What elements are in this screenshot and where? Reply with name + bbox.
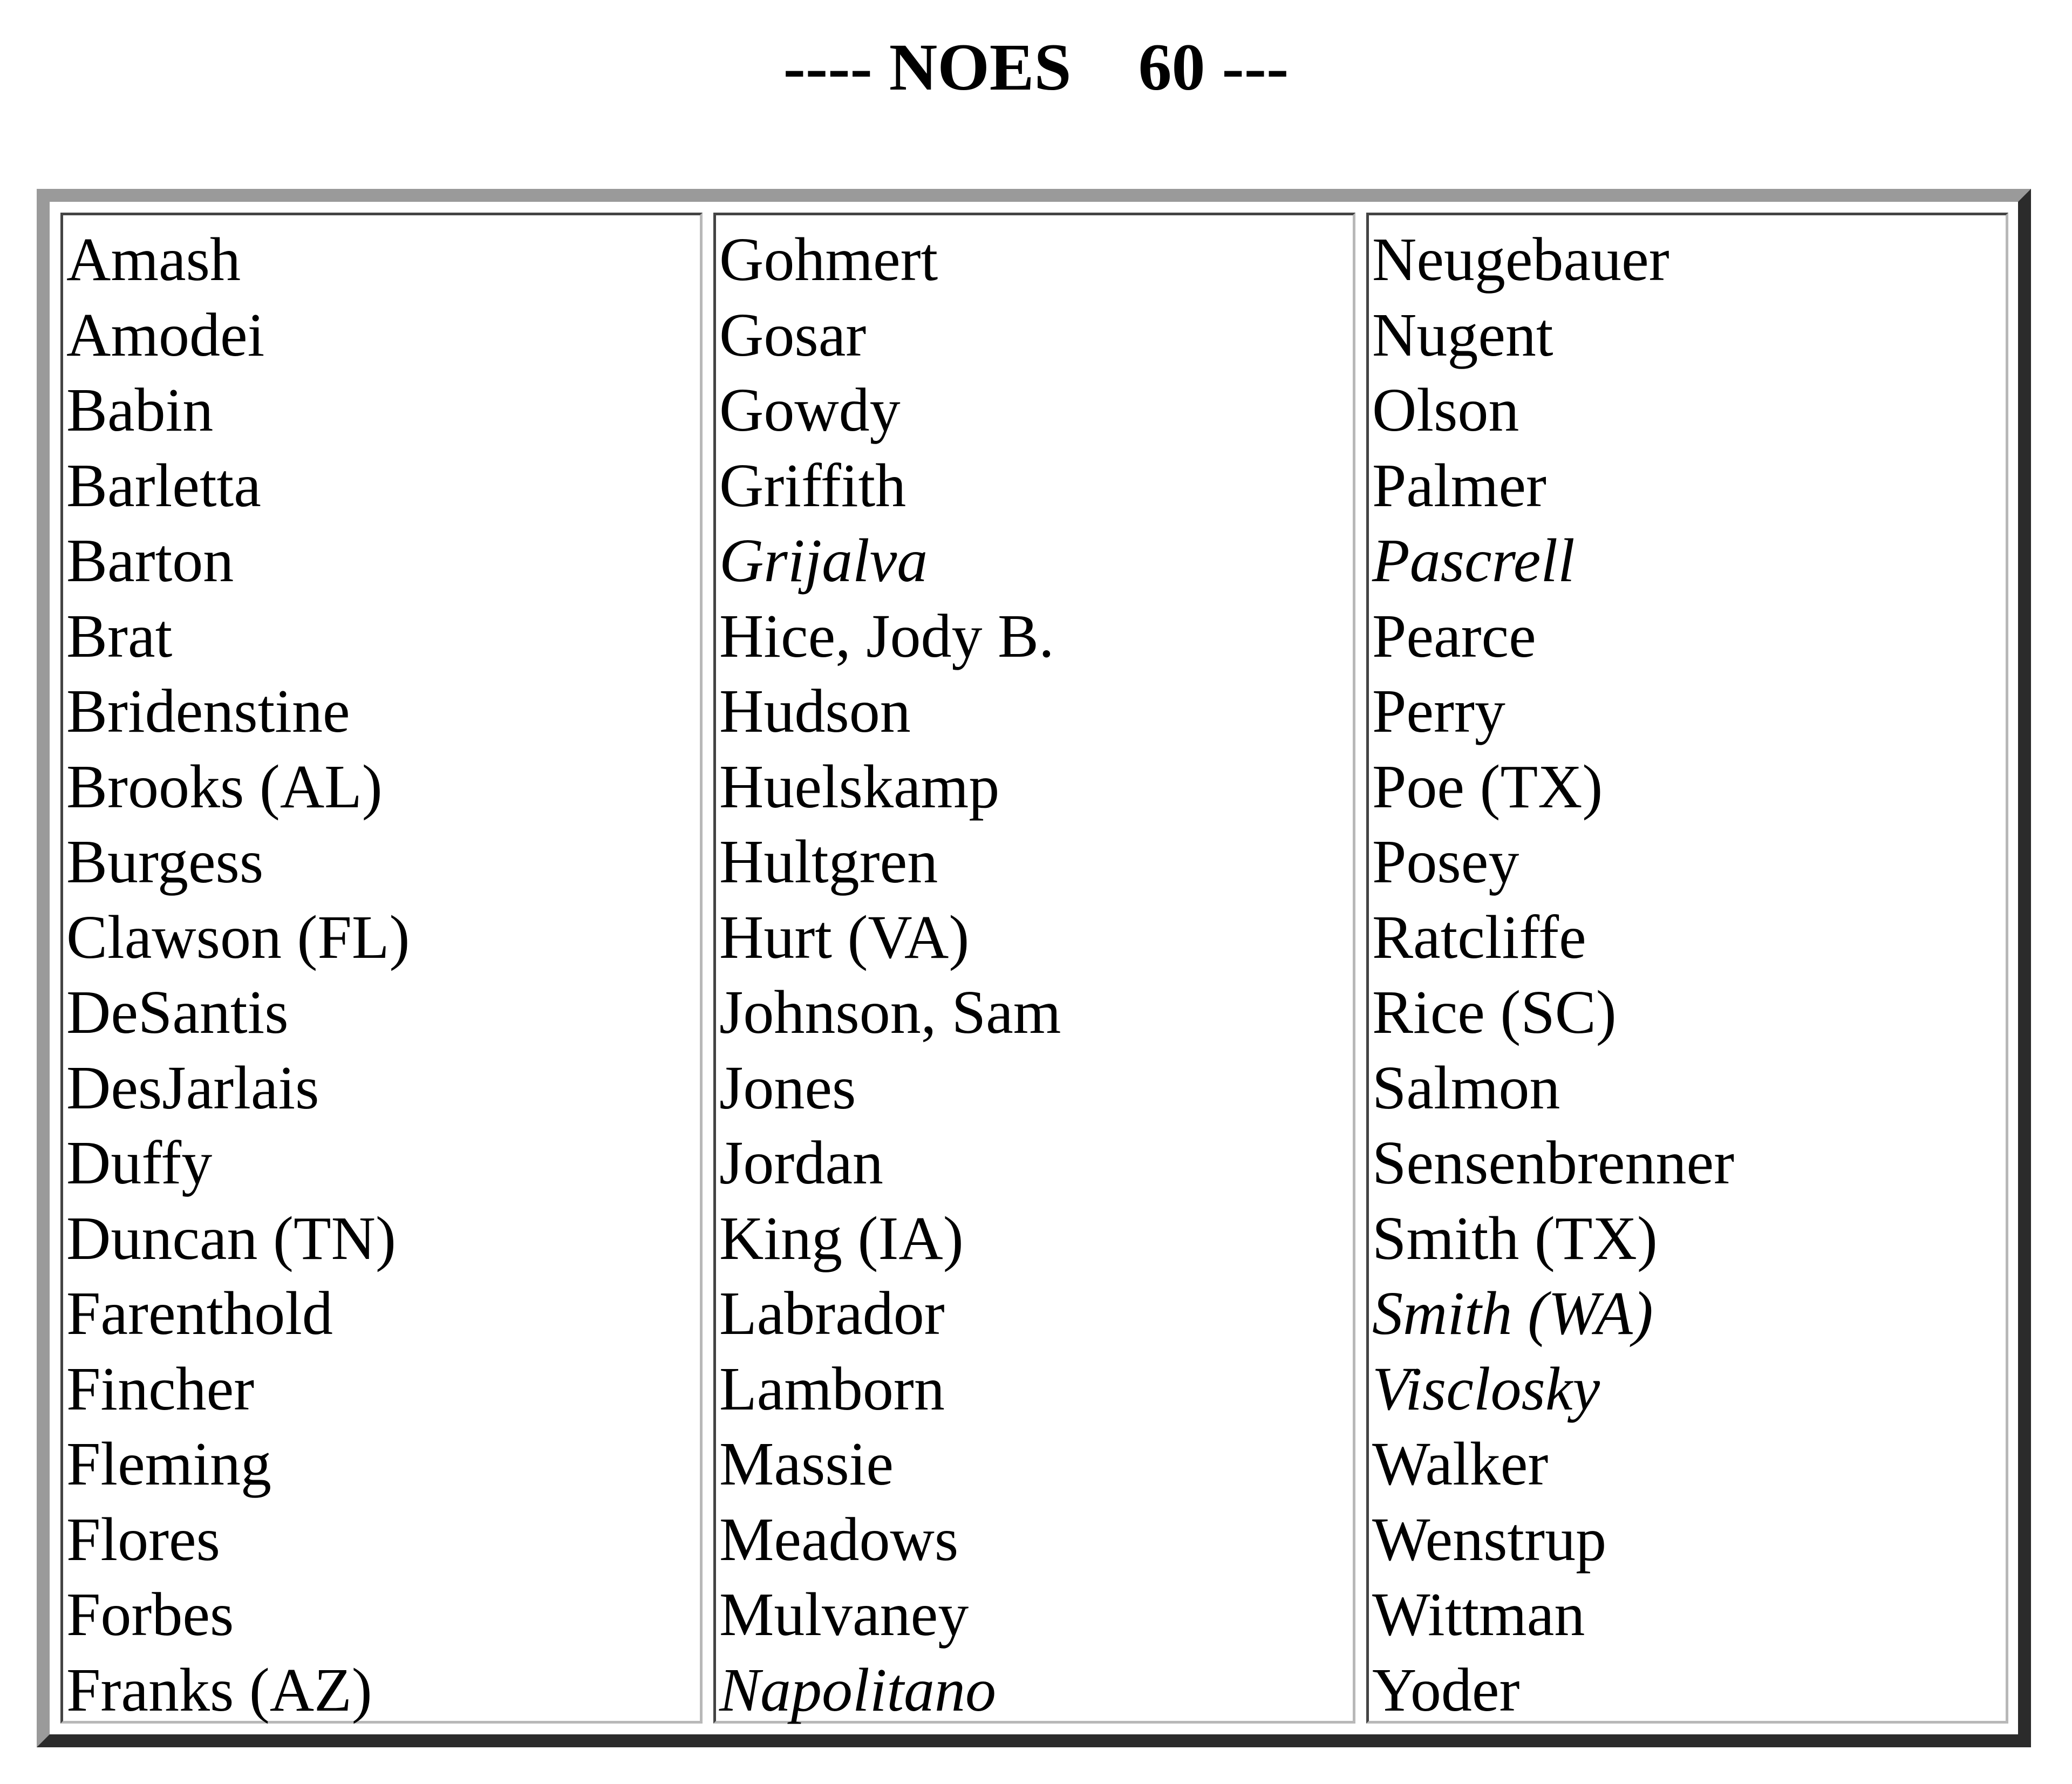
member-name: Gohmert bbox=[719, 225, 938, 294]
member-name: Hurt (VA) bbox=[719, 902, 970, 971]
member-name: Smith (WA) bbox=[1372, 1279, 1653, 1347]
member-name: Johnson, Sam bbox=[719, 978, 1061, 1046]
member-name: Barton bbox=[66, 526, 234, 595]
member-name: Brooks (AL) bbox=[66, 752, 383, 821]
member-name: Amash bbox=[66, 225, 241, 294]
member-name: Bridenstine bbox=[66, 677, 350, 745]
member-name: Smith (TX) bbox=[1372, 1203, 1658, 1272]
member-name: Sensenbrenner bbox=[1372, 1128, 1735, 1197]
member-name: Fincher bbox=[66, 1354, 255, 1423]
member-name: Barletta bbox=[66, 451, 261, 520]
member-name: Amodei bbox=[66, 300, 265, 369]
member-name: Poe (TX) bbox=[1372, 752, 1603, 821]
member-name: Clawson (FL) bbox=[66, 902, 410, 971]
member-name: DesJarlais bbox=[66, 1053, 319, 1122]
member-name: Salmon bbox=[1372, 1053, 1560, 1122]
member-name: Rice (SC) bbox=[1372, 978, 1617, 1046]
member-name: Visclosky bbox=[1372, 1354, 1600, 1423]
noes-table bbox=[37, 189, 2031, 1747]
member-name: Posey bbox=[1372, 827, 1519, 896]
member-name: Wenstrup bbox=[1372, 1504, 1607, 1574]
member-name: Lamborn bbox=[719, 1354, 945, 1423]
vote-heading: ---- NOES 60 --- bbox=[783, 30, 1289, 104]
names-column-3 bbox=[1366, 213, 2008, 1724]
member-name: Franks (AZ) bbox=[66, 1655, 372, 1724]
member-name: Hice, Jody B. bbox=[719, 601, 1054, 670]
member-name: Grijalva bbox=[719, 526, 928, 595]
member-name: Duncan (TN) bbox=[66, 1203, 396, 1272]
member-name: Huelskamp bbox=[719, 752, 1000, 821]
member-name: Ratcliffe bbox=[1372, 902, 1586, 971]
member-name: Yoder bbox=[1372, 1655, 1520, 1724]
names-column-1 bbox=[60, 213, 703, 1724]
member-name: Mulvaney bbox=[719, 1580, 969, 1649]
member-name: DeSantis bbox=[66, 978, 289, 1046]
member-name: Olson bbox=[1372, 376, 1519, 444]
member-name: Nugent bbox=[1372, 300, 1553, 369]
member-name: Pascrell bbox=[1372, 526, 1575, 595]
member-name: Palmer bbox=[1372, 451, 1546, 520]
member-name: Flores bbox=[66, 1504, 220, 1574]
member-name: Forbes bbox=[66, 1580, 234, 1649]
member-name: Hultgren bbox=[719, 827, 938, 896]
member-name: Massie bbox=[719, 1429, 894, 1498]
names-column-2 bbox=[713, 213, 1355, 1724]
member-name: Gowdy bbox=[719, 376, 901, 444]
member-name: Hudson bbox=[719, 677, 911, 745]
member-name: Babin bbox=[66, 376, 214, 444]
member-name: Brat bbox=[66, 601, 173, 670]
member-name: King (IA) bbox=[719, 1203, 964, 1272]
member-name: Neugebauer bbox=[1372, 225, 1669, 294]
member-name: Labrador bbox=[719, 1279, 945, 1347]
member-name: Burgess bbox=[66, 827, 264, 896]
member-name: Jones bbox=[719, 1053, 856, 1122]
member-name: Farenthold bbox=[66, 1279, 333, 1347]
member-name: Fleming bbox=[66, 1429, 272, 1498]
member-name: Perry bbox=[1372, 677, 1505, 745]
member-name: Gosar bbox=[719, 300, 867, 369]
member-name: Duffy bbox=[66, 1128, 213, 1197]
member-name: Griffith bbox=[719, 451, 906, 520]
member-name: Wittman bbox=[1372, 1580, 1585, 1649]
member-name: Napolitano bbox=[719, 1655, 997, 1724]
member-name: Pearce bbox=[1372, 601, 1536, 670]
member-name: Meadows bbox=[719, 1504, 959, 1574]
member-name: Jordan bbox=[719, 1128, 883, 1197]
member-name: Walker bbox=[1372, 1429, 1549, 1498]
